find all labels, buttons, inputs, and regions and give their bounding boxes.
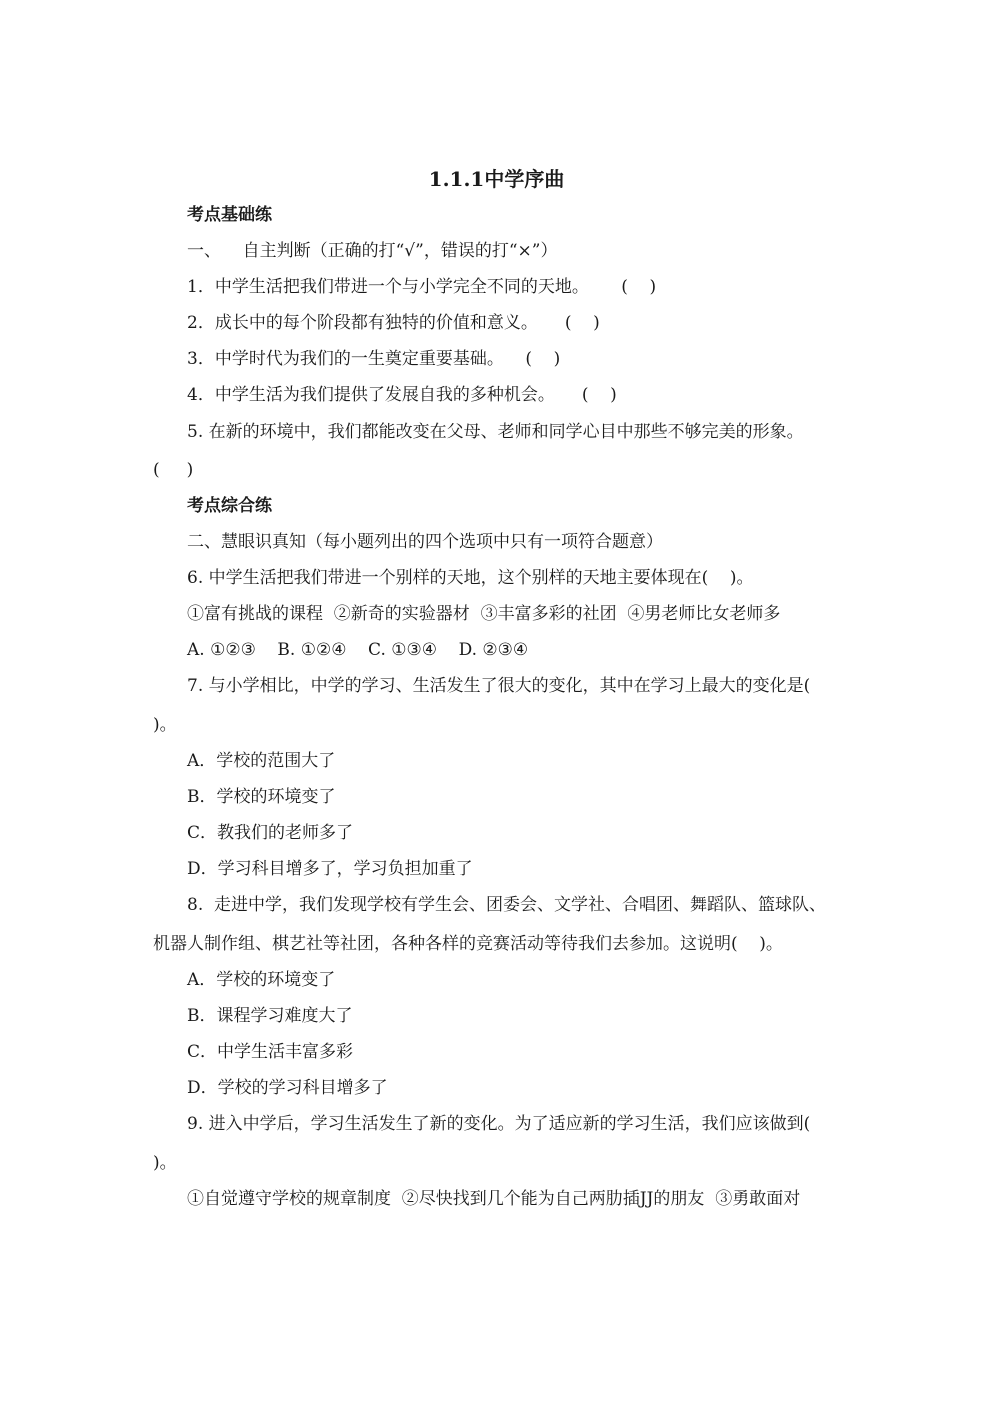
q7-option-a: A．学校的范围大了 [187, 751, 336, 771]
q7-option-d: D．学习科目增多了，学习负担加重了 [187, 859, 473, 879]
q7-stem-line1: 7. 与小学相比，中学的学习、生活发生了很大的变化，其中在学习上最大的变化是( [187, 676, 811, 696]
judgement-item-5-blank: ( ) [153, 460, 194, 480]
part-title-choice: 二、慧眼识真知（每小题列出的四个选项中只有一项符合题意） [187, 532, 663, 552]
q8-option-c: C．中学生活丰富多彩 [187, 1042, 354, 1062]
q8-stem-line1: 8. 走进中学，我们发现学校有学生会、团委会、文学社、合唱团、舞蹈队、篮球队、 [187, 895, 827, 915]
judgement-item-5: 5. 在新的环境中，我们都能改变在父母、老师和同学心目中那些不够完美的形象。 [187, 422, 804, 442]
judgement-item-3: 3．中学时代为我们的一生奠定重要基础。 ( ) [187, 349, 561, 369]
q8-option-b: B．课程学习难度大了 [187, 1006, 353, 1026]
judgement-item-4: 4．中学生活为我们提供了发展自我的多种机会。 ( ) [187, 385, 617, 405]
page-title: 1.1.1中学序曲 [428, 167, 565, 191]
judgement-item-2: 2．成长中的每个阶段都有独特的价值和意义。 ( ) [187, 313, 600, 333]
q9-stem-line2: )。 [153, 1153, 177, 1173]
section-heading-basic: 考点基础练 [187, 205, 272, 225]
section-heading-comprehensive: 考点综合练 [187, 496, 272, 516]
q7-option-b: B．学校的环境变了 [187, 787, 336, 807]
q6-statements: ①富有挑战的课程 ②新奇的实验器材 ③丰富多彩的社团 ④男老师比女老师多 [187, 604, 781, 624]
judgement-item-1: 1．中学生活把我们带进一个与小学完全不同的天地。 ( ) [187, 277, 657, 297]
part-title-judgement: 一、 自主判断（正确的打“√”，错误的打“×”） [187, 241, 558, 261]
q8-option-d: D．学校的学习科目增多了 [187, 1078, 388, 1098]
q6-options: A. ①②③ B. ①②④ C. ①③④ D. ②③④ [187, 640, 529, 660]
q8-stem-line2: 机器人制作组、棋艺社等社团，各种各样的竞赛活动等待我们去参加。这说明( )。 [153, 934, 783, 954]
q7-stem-line2: )。 [153, 715, 177, 735]
q8-option-a: A．学校的环境变了 [187, 970, 336, 990]
q6-stem: 6. 中学生活把我们带进一个别样的天地，这个别样的天地主要体现在( )。 [187, 568, 754, 588]
q7-option-c: C．教我们的老师多了 [187, 823, 354, 843]
q9-stem-line1: 9. 进入中学后，学习生活发生了新的变化。为了适应新的学习生活，我们应该做到( [187, 1114, 811, 1134]
q9-statements: ①自觉遵守学校的规章制度 ②尽快找到几个能为自己两肋插JJ的朋友 ③勇敢面对 [187, 1189, 801, 1209]
